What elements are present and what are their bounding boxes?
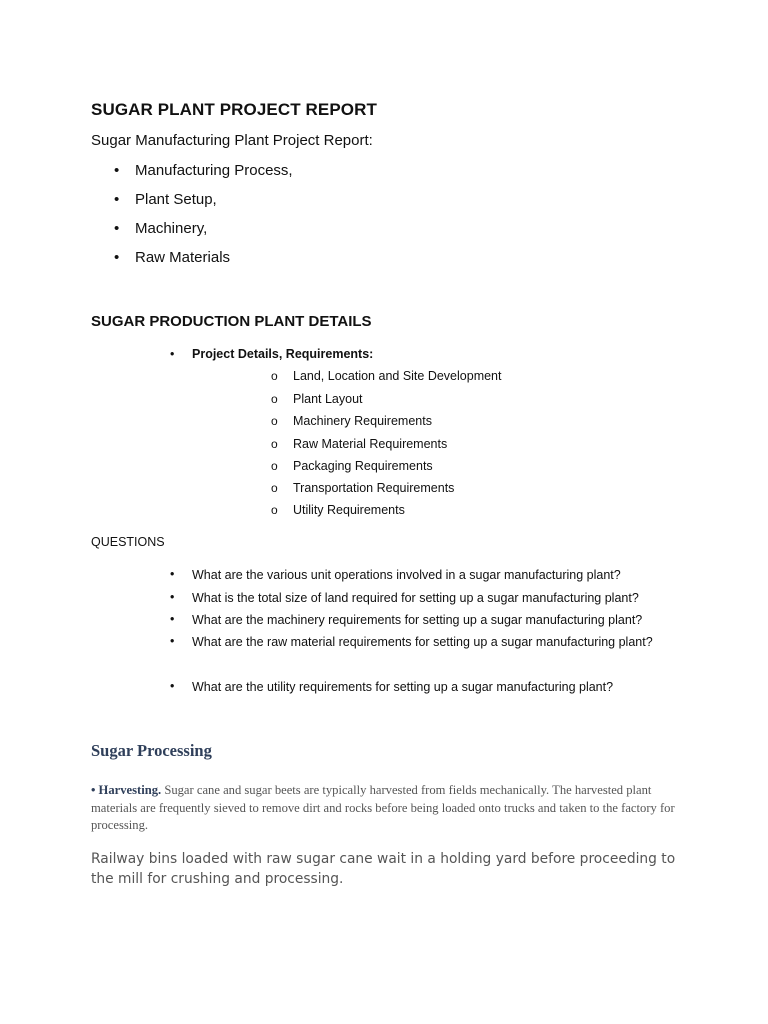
question-text: What are the various unit operations involved in a sugar manufacturing plant?: [192, 568, 621, 582]
requirement-label: Raw Material Requirements: [293, 436, 448, 451]
question-text: What are the machinery requirements for setting up a sugar manufacturing plant?: [192, 613, 643, 627]
requirement-label: Plant Layout: [293, 391, 363, 406]
requirement-label: Packaging Requirements: [293, 459, 433, 473]
questions-heading: QUESTIONS: [91, 535, 165, 549]
topic-label: Raw Materials: [135, 249, 231, 266]
project-details-label: Project Details, Requirements:: [192, 347, 374, 361]
bullet-icon: •: [170, 679, 175, 693]
question-text: What are the utility requirements for setting up a sugar manufacturing plant?: [192, 680, 614, 694]
bullet-icon: •: [170, 567, 175, 581]
circle-bullet-icon: o: [271, 414, 278, 428]
circle-bullet-icon: o: [271, 481, 278, 495]
harvesting-paragraph: [91, 782, 679, 835]
requirement-label: Transportation Requirements: [293, 481, 455, 495]
report-subtitle: Sugar Manufacturing Plant Project Report:: [91, 132, 373, 149]
bullet-icon: •: [114, 191, 120, 208]
requirement-label: Land, Location and Site Development: [293, 369, 502, 383]
section-title: Sugar Processing: [91, 741, 212, 760]
question-text: What is the total size of land required for setting up a sugar manufacturing plant?: [192, 590, 639, 605]
circle-bullet-icon: o: [271, 503, 278, 517]
circle-bullet-icon: o: [271, 369, 278, 383]
details-heading: SUGAR PRODUCTION PLANT DETAILS: [91, 313, 372, 330]
harvesting-text: Sugar cane and sugar beets are typically harvested from fields mechanically. The harvested plant materials are frequently sieved to remove dirt and rocks before being loaded onto trucks and taken to the factory for processing.: [91, 783, 675, 832]
question-text: What are the raw material requirements for setting up a sugar manufacturing plant?: [192, 635, 653, 649]
topic-label: Manufacturing Process,: [135, 162, 293, 179]
circle-bullet-icon: o: [271, 436, 278, 451]
topic-label: Machinery,: [135, 220, 208, 237]
bullet-icon: •: [170, 634, 175, 648]
bullet-icon: •: [114, 220, 120, 237]
requirement-label: Utility Requirements: [293, 503, 405, 517]
bullet-icon: •: [170, 347, 175, 361]
topic-label: Plant Setup,: [135, 191, 217, 208]
circle-bullet-icon: o: [271, 391, 278, 406]
page-title: SUGAR PLANT PROJECT REPORT: [91, 100, 377, 119]
circle-bullet-icon: o: [271, 459, 278, 473]
requirement-label: Machinery Requirements: [293, 414, 432, 428]
railway-paragraph: Railway bins loaded with raw sugar cane wait in a holding yard before proceeding to the mill for crushing and processing.: [91, 851, 676, 887]
bullet-icon: •: [170, 589, 175, 604]
bullet-icon: •: [114, 162, 120, 179]
harvesting-lead: • Harvesting.: [91, 783, 162, 797]
bullet-icon: •: [170, 612, 175, 626]
bullet-icon: •: [114, 249, 120, 266]
